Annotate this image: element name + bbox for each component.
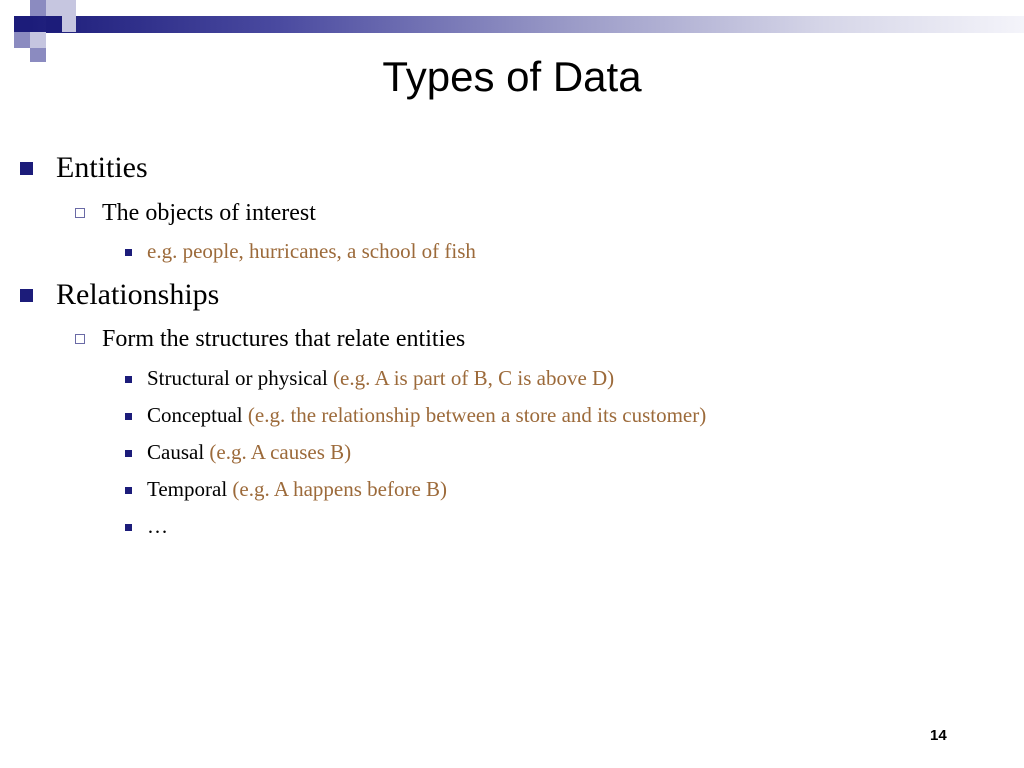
small-square-bullet-icon [125,376,132,383]
hollow-square-bullet-icon [75,208,85,218]
sub-bullet-label: The objects of interest [102,200,316,226]
page-number: 14 [930,727,947,744]
header-square-decoration [30,32,46,48]
item-text [147,402,706,428]
square-bullet-icon [20,162,33,175]
item-example: (e.g. the relationship between a store and its customer) [247,403,707,427]
small-square-bullet-icon [125,450,132,457]
header-square-decoration [62,16,76,32]
small-square-bullet-icon [125,413,132,420]
slide-title: Types of Data [382,53,642,100]
item-text [147,476,447,502]
item-term: Conceptual [147,403,243,427]
header-square-decoration [46,0,62,16]
small-square-bullet-icon [125,249,132,256]
item-example: (e.g. A is part of B, C is above D) [333,366,615,390]
header-square-decoration [14,16,30,32]
item-example: (e.g. A causes B) [209,440,352,464]
header-square-decoration [30,0,46,16]
item-term: Causal [147,440,205,464]
example-text: e.g. people, hurricanes, a school of fish [147,239,476,263]
item-text [147,365,614,391]
item-term: Structural or physical [147,366,328,390]
header-square-decoration [46,16,62,32]
header-square-decoration [62,0,76,16]
small-square-bullet-icon [125,524,132,531]
hollow-square-bullet-icon [75,334,85,344]
item-text [147,439,351,465]
item-term: Temporal [147,477,228,501]
header-gradient-band [30,16,1024,33]
header-square-decoration [14,32,30,48]
bullet-label: Entities [56,151,148,184]
small-square-bullet-icon [125,487,132,494]
item-text: … [147,514,168,538]
square-bullet-icon [20,289,33,302]
item-example: (e.g. A happens before B) [232,477,448,501]
sub-bullet-label: Form the structures that relate entities [102,326,466,352]
bullet-label: Relationships [56,278,220,311]
